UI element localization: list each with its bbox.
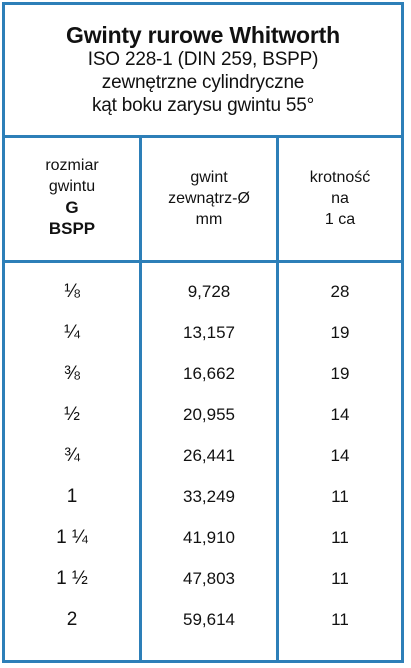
cell-diameter: 26,441 <box>183 446 235 465</box>
cell-count: 14 <box>330 446 350 465</box>
table-row <box>5 393 401 437</box>
cell-diameter: 41,910 <box>183 528 235 547</box>
cell-count: 11 <box>331 528 349 547</box>
cell-diameter: 33,249 <box>183 487 235 506</box>
column-header-count-line2: na <box>331 190 349 207</box>
table-row <box>5 516 401 560</box>
column-header-size-line3: G <box>65 198 79 217</box>
column-header-diameter <box>142 135 276 260</box>
column-header-size <box>5 135 139 260</box>
cell-count: 11 <box>331 610 349 629</box>
cell-size: ½ <box>64 404 80 425</box>
table-title: Gwinty rurowe Whitworth <box>66 22 340 48</box>
cell-size: ¾ <box>64 445 80 466</box>
table-header <box>5 5 401 138</box>
thread-table <box>2 2 404 663</box>
cell-diameter: 20,955 <box>183 405 235 424</box>
column-header-diameter-line3: mm <box>195 211 223 228</box>
column-header-size-line2: gwintu <box>48 178 96 195</box>
column-header-count-line1: krotność <box>309 169 371 186</box>
cell-count: 14 <box>330 405 350 424</box>
cell-size: 1 ½ <box>56 568 88 589</box>
cell-diameter: 9,728 <box>187 282 231 301</box>
cell-diameter: 59,614 <box>183 610 235 629</box>
table-row <box>5 557 401 601</box>
column-header-count-line3: 1 ca <box>324 211 356 228</box>
table-row <box>5 311 401 355</box>
cell-size: ⅛ <box>64 281 80 302</box>
table-row <box>5 270 401 314</box>
flank-angle-line: kąt boku zarysu gwintu 55° <box>91 95 315 116</box>
cell-size: 2 <box>66 609 78 630</box>
cell-diameter: 16,662 <box>183 364 235 383</box>
table-row <box>5 434 401 478</box>
standard-line: ISO 228-1 (DIN 259, BSPP) <box>87 49 319 70</box>
table-row <box>5 352 401 396</box>
cell-size: ¼ <box>64 322 80 343</box>
cell-count: 11 <box>331 487 349 506</box>
thread-type-line: zewnętrzne cylindryczne <box>101 72 305 93</box>
cell-count: 11 <box>331 569 349 588</box>
cell-diameter: 13,157 <box>183 323 235 342</box>
column-header-count <box>279 135 401 260</box>
cell-diameter: 47,803 <box>183 569 235 588</box>
cell-size: ⅜ <box>64 363 80 384</box>
column-header-diameter-line1: gwint <box>190 169 228 186</box>
column-header-size-line4: BSPP <box>48 219 96 238</box>
column-header-diameter-line2: zewnątrz-Ø <box>168 190 250 207</box>
table-body <box>5 263 401 660</box>
cell-size: 1 ¼ <box>56 527 88 548</box>
cell-count: 19 <box>330 364 350 383</box>
cell-count: 28 <box>330 282 350 301</box>
column-header-size-line1: rozmiar <box>45 157 99 174</box>
cell-size: 1 <box>66 486 78 507</box>
cell-count: 19 <box>330 323 350 342</box>
table-row <box>5 475 401 519</box>
table-row <box>5 598 401 642</box>
